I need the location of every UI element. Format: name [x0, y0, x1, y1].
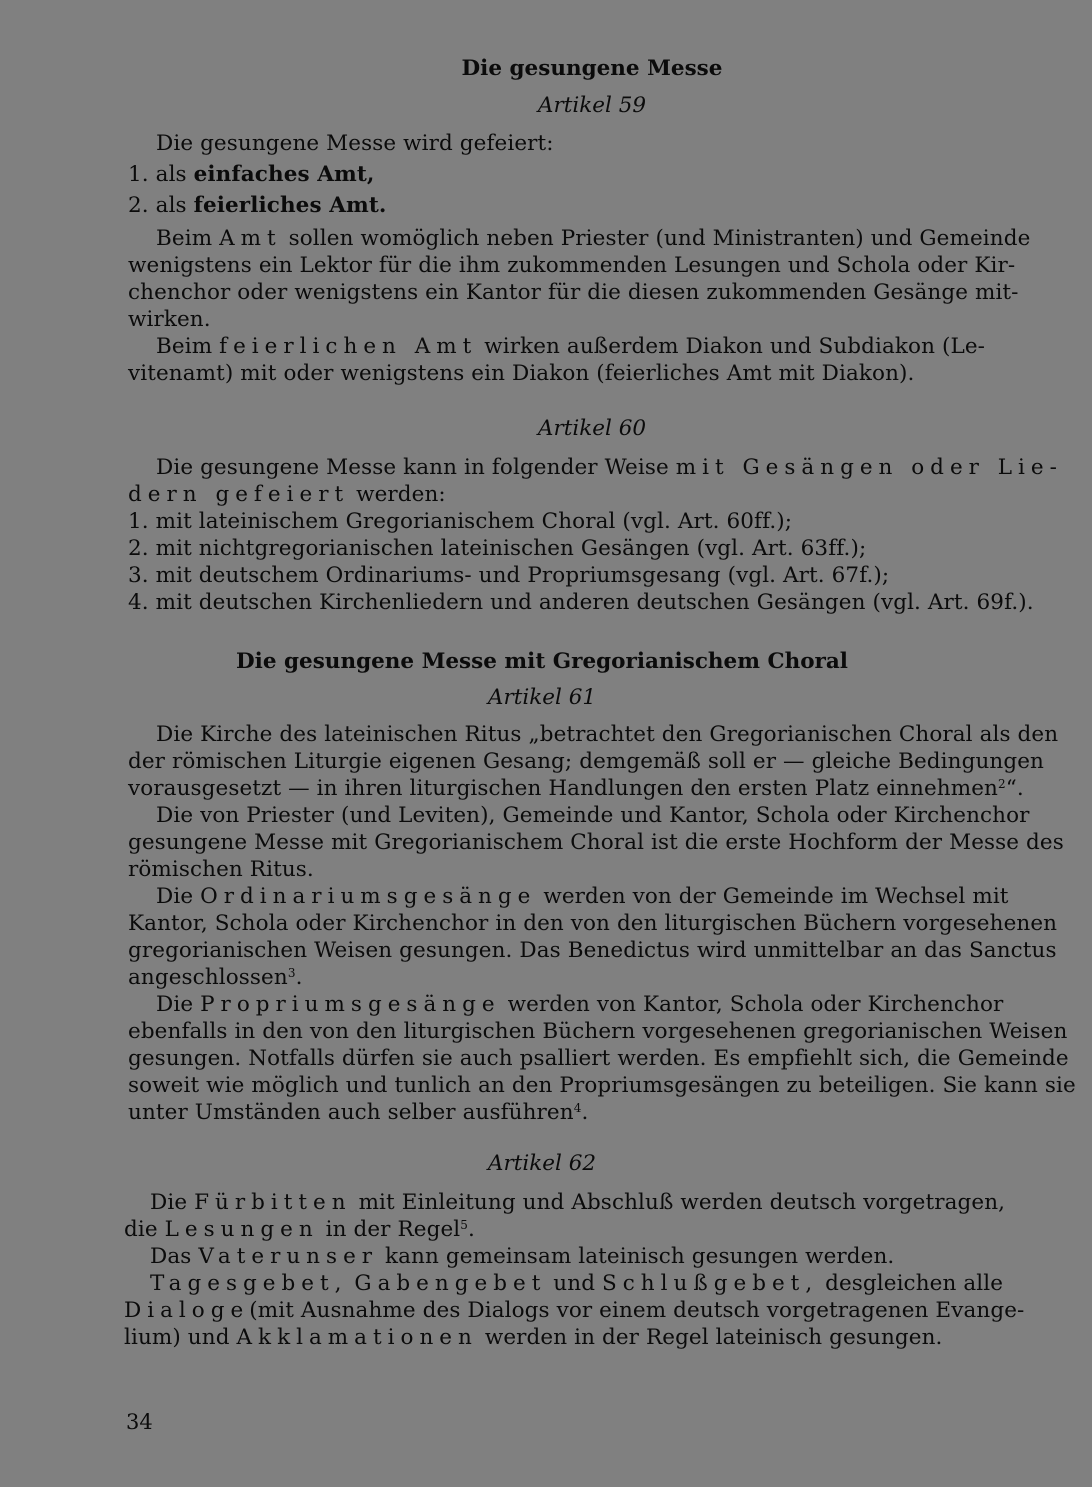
article-title-60: Artikel 60 — [537, 416, 647, 441]
paragraph-line: dern gefeiert werden: — [128, 482, 446, 507]
paragraph-line: chenchor oder wenigstens ein Kantor für die diesen zukommenden Gesänge mit- — [128, 280, 1019, 305]
paragraph-line: Die von Priester (und Leviten), Gemeinde und Kantor, Schola oder Kirchenchor — [156, 803, 1030, 828]
paragraph-line: vorausgesetzt — in ihren liturgischen Handlungen den ersten Platz einnehmen$^2$“. — [128, 776, 1024, 801]
page-number: 34 — [126, 1410, 153, 1434]
paragraph-line: wenigstens ein Lektor für die ihm zukommenden Lesungen und Schola oder Kir- — [128, 253, 1016, 278]
list-item: 2. mit nichtgregorianischen lateinischen Gesängen (vgl. Art. 63ff.); — [128, 536, 867, 561]
paragraph-line: Die gesungene Messe kann in folgender Weise mit Gesängen oder Lie- — [156, 455, 1063, 480]
paragraph-line: Die Fürbitten mit Einleitung und Abschluß werden deutsch vorgetragen, — [150, 1190, 1006, 1215]
paragraph-line: Tagesgebet, Gabengebet und Schlußgebet, desgleichen alle — [150, 1271, 1004, 1296]
list-item: 1. mit lateinischem Gregorianischem Choral (vgl. Art. 60ff.); — [128, 509, 793, 534]
paragraph-line: Beim Amt sollen womöglich neben Priester (und Ministranten) und Gemeinde — [156, 226, 1031, 251]
list-item: 1. als einfaches Amt, — [128, 162, 375, 187]
paragraph-line: vitenamt) mit oder wenigstens ein Diakon (feierliches Amt mit Diakon). — [128, 361, 915, 386]
paragraph-line: lium) und Akklamationen werden in der Regel lateinisch gesungen. — [124, 1325, 943, 1350]
paragraph-line: Beim feierlichen Amt wirken außerdem Diakon und Subdiakon (Le- — [156, 334, 986, 359]
paragraph-line: gregorianischen Weisen gesungen. Das Benedictus wird unmittelbar an das Sanctus — [128, 938, 1057, 963]
article-title-61: Artikel 61 — [487, 685, 597, 710]
paragraph-line: Die Propriumsgesänge werden von Kantor, Schola oder Kirchenchor — [156, 992, 1004, 1017]
paragraph-line: soweit wie möglich und tunlich an den Propriumsgesängen zu beteiligen. Sie kann sie — [128, 1073, 1076, 1098]
article-title-59: Artikel 59 — [537, 93, 647, 118]
list-item: 2. als feierliches Amt. — [128, 193, 387, 218]
paragraph-line: gesungen. Notfalls dürfen sie auch psalliert werden. Es empfiehlt sich, die Gemeinde — [128, 1046, 1069, 1071]
paragraph-line: Die Ordinariumsgesänge werden von der Gemeinde im Wechsel mit — [156, 884, 1009, 909]
paragraph-line: römischen Ritus. — [128, 857, 314, 882]
paragraph-line: unter Umständen auch selber ausführen$^4$. — [128, 1100, 589, 1125]
paragraph-line: Das Vaterunser kann gemeinsam lateinisch gesungen werden. — [150, 1244, 895, 1269]
paragraph-line: Dialoge(mit Ausnahme des Dialogs vor einem deutsch vorgetragenen Evange- — [124, 1298, 1025, 1323]
paragraph-line: angeschlossen$^3$. — [128, 965, 303, 990]
paragraph-line: Die Kirche des lateinischen Ritus „betrachtet den Gregorianischen Choral als den — [156, 722, 1059, 747]
paragraph-line: die Lesungen in der Regel$^5$. — [124, 1217, 475, 1242]
article-title-62: Artikel 62 — [487, 1151, 597, 1176]
section-heading: Die gesungene Messe — [461, 56, 723, 81]
paragraph-line: gesungene Messe mit Gregorianischem Choral ist die erste Hochform der Messe des — [128, 830, 1064, 855]
list-item: 3. mit deutschem Ordinariums- und Propriumsgesang (vgl. Art. 67f.); — [128, 563, 890, 588]
paragraph-line: der römischen Liturgie eigenen Gesang; demgemäß soll er — gleiche Bedingungen — [128, 749, 1044, 774]
paragraph-line: wirken. — [128, 307, 211, 332]
list-item: 4. mit deutschen Kirchenliedern und anderen deutschen Gesängen (vgl. Art. 69f.). — [128, 590, 1034, 615]
section-heading: Die gesungene Messe mit Gregorianischem Choral — [236, 649, 848, 674]
paragraph-line: ebenfalls in den von den liturgischen Büchern vorgesehenen gregorianischen Weisen — [128, 1019, 1068, 1044]
paragraph-line: Kantor, Schola oder Kirchenchor in den von den liturgischen Büchern vorgesehenen — [128, 911, 1058, 936]
paragraph-line: Die gesungene Messe wird gefeiert: — [156, 131, 554, 156]
